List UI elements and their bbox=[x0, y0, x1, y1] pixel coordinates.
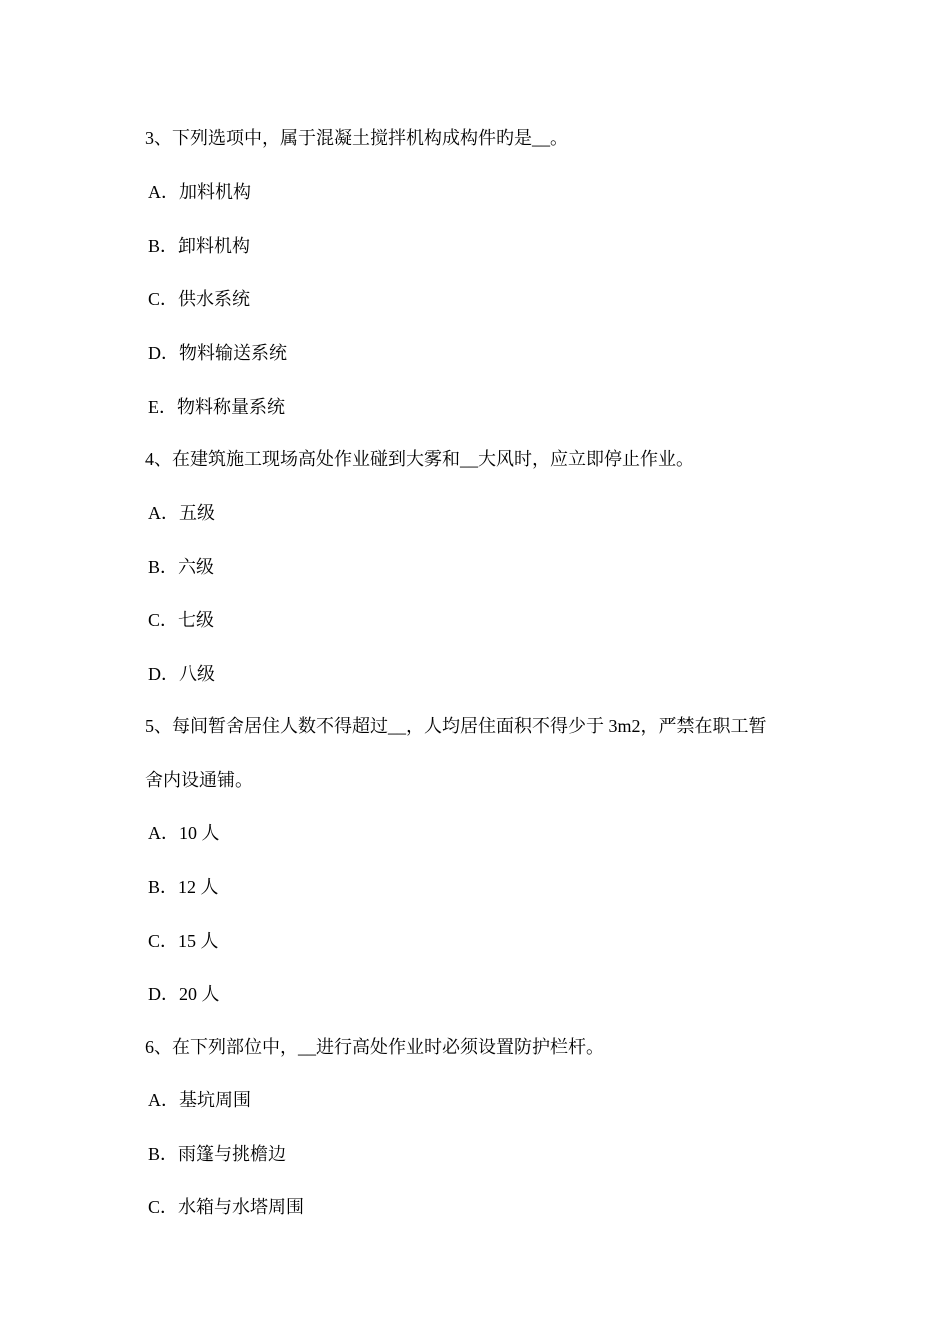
question-3-option-c: C．供水系统 bbox=[148, 289, 251, 309]
question-6-option-b: B．雨篷与挑檐边 bbox=[148, 1144, 287, 1164]
question-3-stem: 3、下列选项中，属于混凝土搅拌机构成构件旳是__。 bbox=[145, 128, 568, 148]
question-4-option-a: A．五级 bbox=[148, 503, 215, 523]
question-5-option-c: C．15 人 bbox=[148, 931, 219, 951]
question-5-option-a: A．10 人 bbox=[148, 823, 220, 843]
question-4-option-b: B．六级 bbox=[148, 557, 215, 577]
question-5-stem-line-1: 5、每间暂舍居住人数不得超过__，人均居住面积不得少于 3m2，严禁在职工暂 bbox=[145, 716, 767, 736]
question-3-option-b: B．卸料机构 bbox=[148, 236, 251, 256]
question-3-option-d: D．物料输送系统 bbox=[148, 343, 287, 363]
question-3-option-a: A．加料机构 bbox=[148, 182, 251, 202]
question-3-option-e: E．物料称量系统 bbox=[148, 397, 285, 417]
question-5-option-d: D．20 人 bbox=[148, 984, 220, 1004]
question-6-option-a: A．基坑周围 bbox=[148, 1090, 251, 1110]
question-6-option-c: C．水箱与水塔周围 bbox=[148, 1197, 305, 1217]
question-5-stem-line-2: 舍内设通铺。 bbox=[145, 770, 253, 790]
question-4-option-c: C．七级 bbox=[148, 610, 215, 630]
question-4-stem: 4、在建筑施工现场高处作业碰到大雾和__大风时，应立即停止作业。 bbox=[145, 449, 694, 469]
question-4-option-d: D．八级 bbox=[148, 664, 215, 684]
question-5-option-b: B．12 人 bbox=[148, 877, 219, 897]
question-6-stem: 6、在下列部位中，__进行高处作业时必须设置防护栏杆。 bbox=[145, 1037, 604, 1057]
